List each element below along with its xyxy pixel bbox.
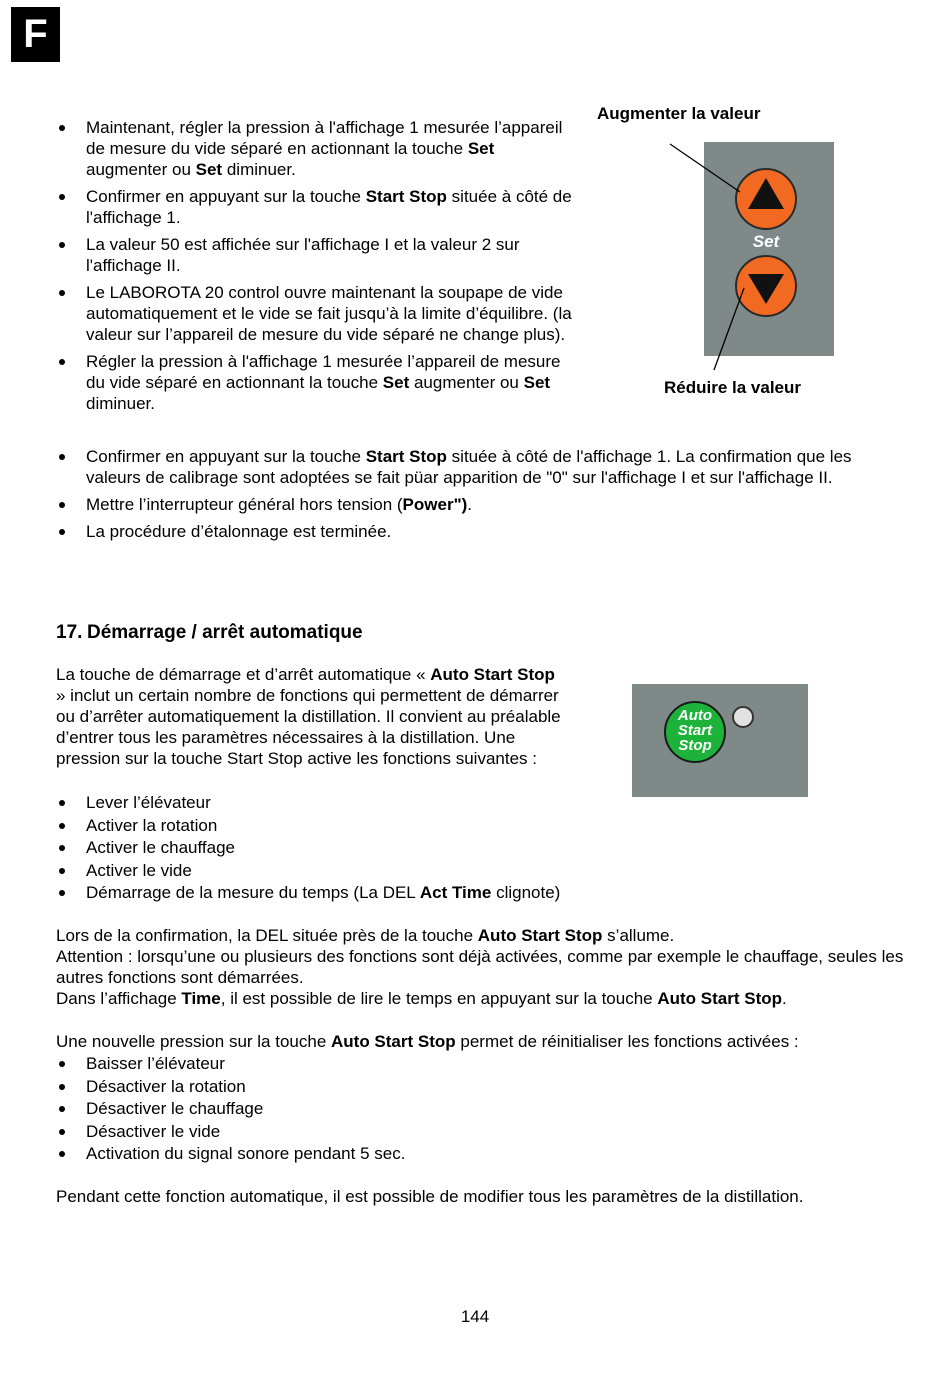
text-run: Dans l’affichage (56, 989, 182, 1008)
bold-text: Time (181, 989, 221, 1008)
text-run: située à côté de l'affichage 1. La confirmation que les valeurs de calibrage sont adoptées se fait püar apparition de "0" sur l'affichage I et sur l'affichage II. (86, 447, 852, 487)
closing-paragraph (56, 1186, 816, 1207)
text-run: située à côté de l'affichage 1. (86, 187, 572, 227)
bold-text: Start Stop (365, 447, 447, 466)
text-run: » inclut un certain nombre de fonctions qui permettent de démarrer ou d’arrêter automatiquement la distillation. Il convient au préalable d’entrer tous les paramètres nécessaires à la distillation. Une pression sur la touche Start Stop active les fonctions suivantes : (56, 686, 561, 768)
text-run: Activer la rotation (86, 815, 218, 835)
caption-increase: Augmenter la valeur (597, 104, 761, 123)
bold-text: Auto Start Stop (477, 926, 603, 945)
text-run: clignote) (491, 883, 561, 902)
text-run: La procédure d’étalonnage est terminée. (86, 522, 392, 541)
auto-button-label-line2: Start (677, 722, 713, 739)
text-run: La valeur 50 est affichée sur l'affichage I et la valeur 2 sur l'affichage II. (86, 235, 520, 275)
list-item (56, 282, 576, 345)
text-run: augmenter ou (409, 373, 524, 392)
section-title: Démarrage / arrêt automatique (87, 622, 363, 643)
text-run: Activation du signal sonore pendant 5 sec. (86, 1144, 406, 1163)
text-run: . (467, 495, 473, 514)
auto-button-label-line1: Auto (677, 707, 713, 724)
set-button-panel (660, 140, 840, 375)
list-item (56, 351, 576, 414)
bold-text: Auto Start Stop (331, 1032, 456, 1051)
text-run: Activer le vide (86, 860, 192, 880)
list-item (56, 1053, 656, 1076)
text-run: diminuer. (86, 394, 155, 413)
list-item (56, 1143, 656, 1166)
text-run: s’allume. (602, 926, 675, 945)
status-led-icon (733, 707, 753, 727)
list-item (56, 860, 656, 883)
text-run: . (782, 989, 787, 1008)
list-item (56, 882, 656, 905)
caption-decrease: Réduire la valeur (664, 378, 802, 397)
bold-text: Auto Start Stop (657, 989, 782, 1008)
text-run: Baisser l’élévateur (86, 1054, 225, 1073)
bold-text: Set (467, 139, 495, 158)
text-run: Le LABOROTA 20 control ouvre maintenant la soupape de vide automatiquement et le vide se fait jusqu’à la limite d’équilibre. (la valeur sur l’appareil de mesure du vide séparé ne change plus). (86, 283, 572, 344)
text-run: Régler la pression à l'affichage 1 mesurée l’appareil de mesure du vide séparé en actionnant la touche (86, 352, 561, 392)
bold-text: Set (195, 160, 223, 179)
text-run: Démarrage de la mesure du temps (La DEL (86, 883, 420, 902)
calibration-steps-list (56, 117, 576, 420)
paragraph-line (56, 988, 906, 1009)
bold-text: Set (523, 373, 551, 392)
text-run: Lever l’élévateur (86, 793, 211, 812)
text-run: diminuer. (222, 160, 296, 179)
text-run: Lors de la confirmation, la DEL située près de la touche (56, 926, 478, 945)
text-run: La touche de démarrage et d’arrêt automatique « (56, 665, 431, 684)
list-item (56, 1076, 656, 1099)
auto-button-label-line3: Stop (678, 737, 712, 754)
bold-text: Set (382, 373, 410, 392)
section-heading (56, 622, 363, 643)
text-run: Confirmer en appuyant sur la touche (86, 447, 366, 466)
bold-text: Start Stop (365, 187, 447, 206)
text-run: Une nouvelle pression sur la touche (56, 1032, 331, 1051)
confirmation-steps-list (56, 446, 876, 548)
text-run: Confirmer en appuyant sur la touche (86, 187, 366, 206)
list-item (56, 234, 576, 276)
list-item (56, 837, 656, 860)
text-run: Pendant cette fonction automatique, il est possible de modifier tous les paramètres de la distillation. (56, 1187, 804, 1206)
list-item (56, 521, 876, 542)
section-number: 17. (56, 622, 83, 643)
paragraph-line (56, 925, 906, 946)
bold-text: Act Time (419, 883, 492, 902)
list-item (56, 117, 576, 180)
text-run: , il est possible de lire le temps en appuyant sur la touche (220, 989, 658, 1008)
page-number: 144 (460, 1307, 490, 1326)
text-run: Attention : lorsqu’une ou plusieurs des fonctions sont déjà activées, comme par exemple le chauffage, seules les autres fonctions sont démarrées. (56, 947, 904, 987)
set-label: Set (752, 232, 780, 251)
list-item (56, 186, 576, 228)
confirmation-paragraph (56, 925, 906, 1009)
auto-start-stop-panel (632, 684, 808, 797)
text-run: Désactiver le chauffage (86, 1099, 264, 1118)
list-item (56, 1121, 656, 1144)
text-run: augmenter ou (86, 160, 196, 179)
auto-start-stop-intro (56, 664, 566, 769)
reset-intro (56, 1031, 906, 1052)
text-run: Désactiver la rotation (86, 1076, 246, 1096)
paragraph-line (56, 946, 906, 988)
bold-text: Power") (402, 495, 468, 514)
list-item (56, 815, 656, 838)
start-functions-list (56, 792, 656, 905)
text-run: Activer le chauffage (86, 838, 235, 857)
bold-text: Auto Start Stop (430, 665, 555, 684)
language-badge: F (11, 7, 60, 62)
text-run: permet de réinitialiser les fonctions activées : (455, 1032, 799, 1051)
list-item (56, 494, 876, 515)
list-item (56, 792, 656, 815)
text-run: Maintenant, régler la pression à l'affichage 1 mesurée l’appareil de mesure du vide séparé en actionnant la touche (86, 118, 563, 158)
list-item (56, 446, 876, 488)
reset-functions-list (56, 1053, 656, 1166)
text-run: Désactiver le vide (86, 1121, 221, 1141)
list-item (56, 1098, 656, 1121)
text-run: Mettre l’interrupteur général hors tension ( (86, 495, 403, 514)
